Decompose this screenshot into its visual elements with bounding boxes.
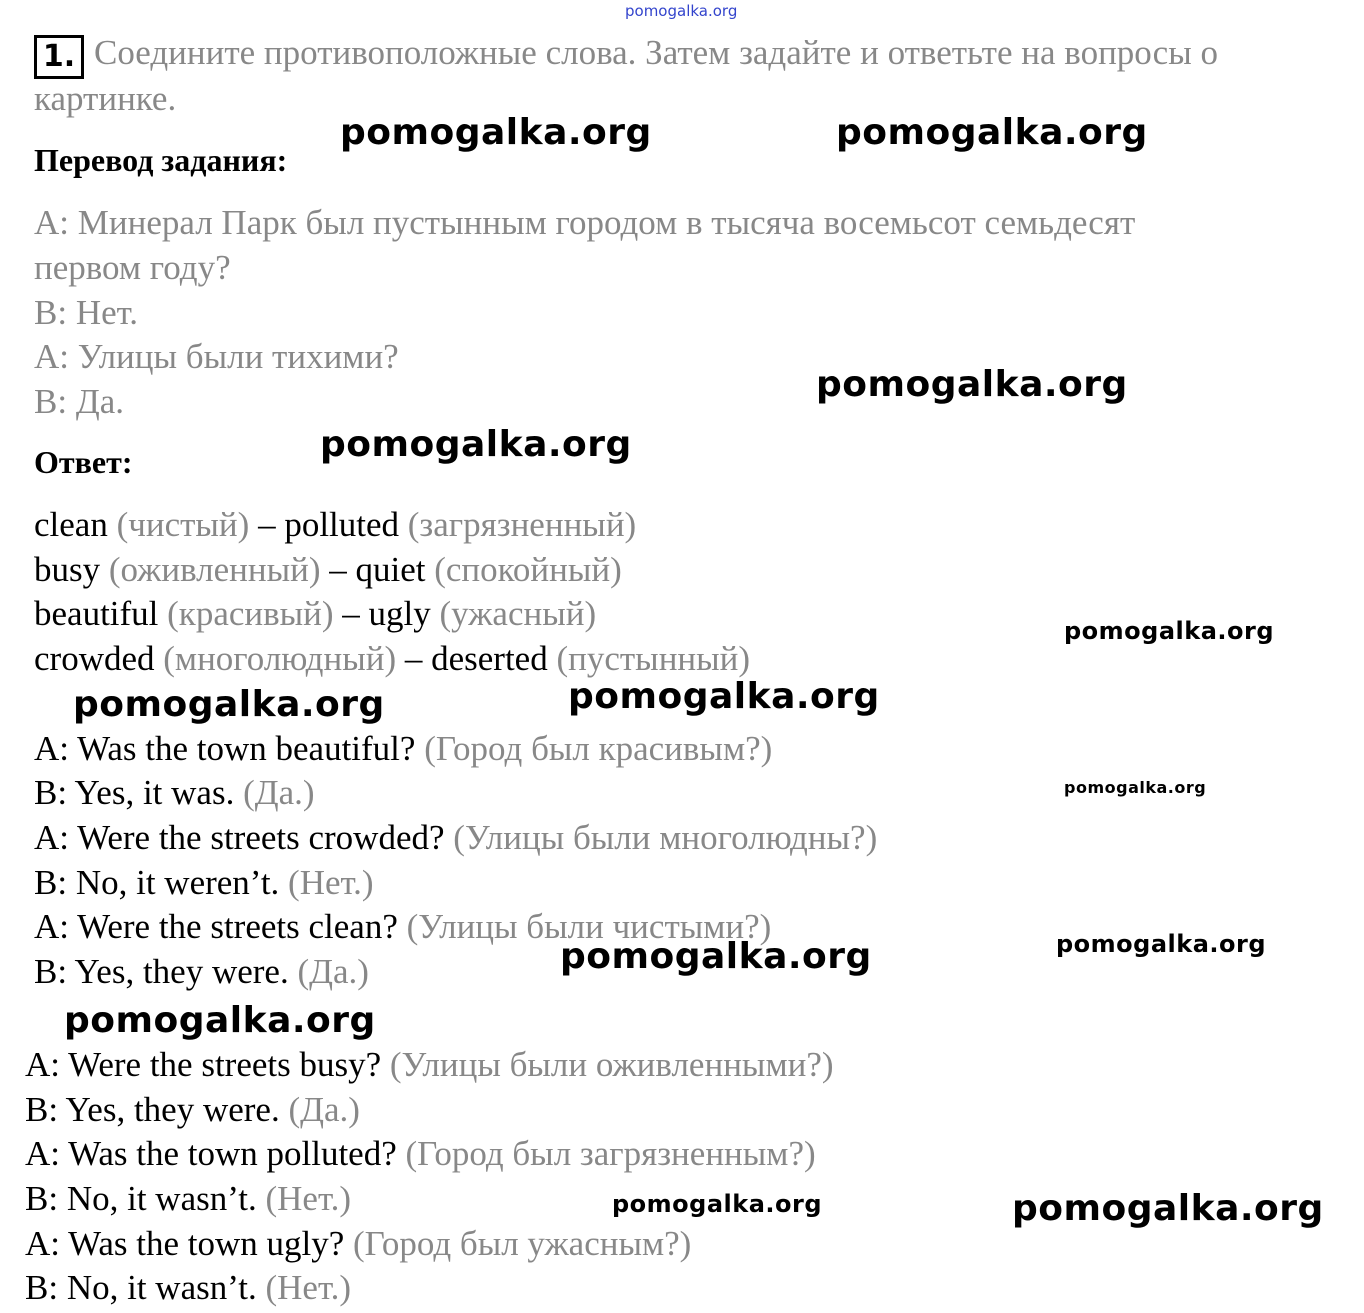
watermark: pomogalka.org [73, 684, 385, 725]
dash: – [342, 594, 360, 633]
watermark: pomogalka.org [612, 1190, 823, 1218]
dialogue-line [34, 949, 369, 994]
dialogue-russian: (Нет.) [265, 1179, 352, 1218]
watermark: pomogalka.org [320, 424, 632, 465]
dialogue-line [25, 1042, 834, 1087]
top-watermark: pomogalka.org [625, 2, 738, 20]
word-pair [34, 547, 622, 592]
opposite-word: quiet [355, 550, 426, 589]
answer-heading: Ответ: [34, 444, 133, 480]
watermark: pomogalka.org [560, 936, 872, 977]
opposite-translation: (пустынный) [556, 639, 751, 678]
opposite-word: deserted [431, 639, 548, 678]
dash: – [329, 550, 347, 589]
dialogue-russian: (Да.) [243, 773, 315, 812]
word-translation: (многолюдный) [163, 639, 397, 678]
watermark: pomogalka.org [816, 364, 1128, 405]
task-text: Соедините противоположные слова. Затем задайте и ответьте на вопросы о картинке. [34, 33, 1218, 118]
dialogue-russian: (Улицы были чистыми?) [406, 907, 772, 946]
dialogue-line [25, 1131, 816, 1176]
dialogue-english: B: No, it wasn’t. [25, 1179, 257, 1218]
word: beautiful [34, 594, 159, 633]
word: clean [34, 505, 108, 544]
dash: – [404, 639, 423, 678]
opposite-word: ugly [368, 594, 431, 633]
watermark: pomogalka.org [1056, 930, 1267, 958]
dialogue-english: A: Was the town polluted? [25, 1134, 397, 1173]
dialogue-line [34, 860, 374, 905]
watermark: pomogalka.org [568, 676, 880, 717]
word-translation: (оживленный) [108, 550, 321, 589]
dialogue-english: A: Was the town beautiful? [34, 729, 416, 768]
watermark: pomogalka.org [1064, 778, 1207, 797]
translation-line: В: Нет. [34, 293, 139, 332]
dialogue-english: B: No, it weren’t. [34, 863, 280, 902]
dialogue-russian: (Улицы были оживленными?) [389, 1045, 834, 1084]
dialogue-line [25, 1265, 351, 1310]
word-pair [34, 591, 596, 636]
dialogue-line [34, 770, 315, 815]
word: crowded [34, 639, 155, 678]
watermark: pomogalka.org [836, 112, 1148, 153]
dialogue-english: B: Yes, it was. [34, 773, 235, 812]
word-translation: (красивый) [167, 594, 334, 633]
dialogue-russian: (Город был загрязненным?) [405, 1134, 816, 1173]
task-number: 1. [34, 35, 84, 79]
dialogue-english: B: No, it wasn’t. [25, 1268, 257, 1307]
watermark: pomogalka.org [64, 1000, 376, 1041]
word-pair [34, 636, 750, 681]
dialogue-russian: (Нет.) [288, 863, 374, 902]
dialogue-russian: (Город был красивым?) [424, 729, 773, 768]
opposite-translation: (спокойный) [434, 550, 622, 589]
dialogue-english: A: Were the streets busy? [25, 1045, 382, 1084]
dialogue-line [25, 1221, 691, 1266]
dialogue-russian: (Да.) [288, 1090, 360, 1129]
dialogue-russian: (Улицы были многолюдны?) [453, 818, 878, 857]
dash: – [258, 505, 276, 544]
dialogue-line [34, 815, 877, 860]
watermark: pomogalka.org [1064, 617, 1275, 645]
word-translation: (чистый) [116, 505, 250, 544]
dialogue-english: B: Yes, they were. [25, 1090, 280, 1129]
dialogue-english: A: Were the streets clean? [34, 907, 398, 946]
opposite-word: polluted [284, 505, 400, 544]
dialogue-line [34, 726, 772, 771]
dialogue-line [25, 1087, 360, 1132]
translation-line: В: Да. [34, 382, 124, 421]
watermark: pomogalka.org [340, 112, 652, 153]
opposite-translation: (ужасный) [439, 594, 597, 633]
opposite-translation: (загрязненный) [407, 505, 637, 544]
watermark: pomogalka.org [1012, 1188, 1324, 1229]
dialogue-line [25, 1176, 351, 1221]
word: busy [34, 550, 101, 589]
translation-heading: Перевод задания: [34, 142, 288, 178]
dialogue-english: A: Was the town ugly? [25, 1224, 345, 1263]
dialogue-english: A: Were the streets crowded? [34, 818, 445, 857]
translation-line: А: Улицы были тихими? [34, 337, 399, 376]
dialogue-russian: (Да.) [297, 952, 369, 991]
translation-line: А: Минерал Парк был пустынным городом в тысяча восемьсот семьдесят [34, 203, 1136, 242]
dialogue-russian: (Нет.) [265, 1268, 352, 1307]
dialogue-english: B: Yes, they were. [34, 952, 289, 991]
translation-line: первом году? [34, 248, 231, 287]
word-pair [34, 502, 636, 547]
dialogue-russian: (Город был ужасным?) [353, 1224, 692, 1263]
